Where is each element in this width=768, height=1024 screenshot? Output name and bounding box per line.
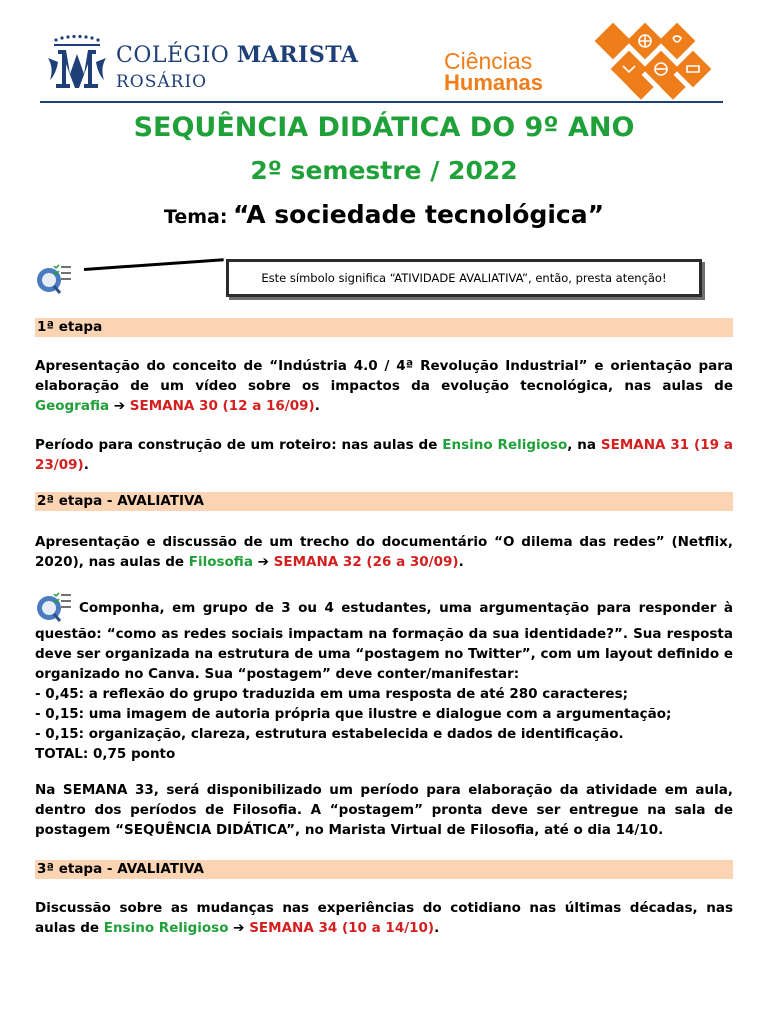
area-logo: [442, 20, 742, 102]
stage-3-heading: 3ª etapa - AVALIATIVA: [35, 860, 733, 879]
humanities-diamond-icon: [570, 20, 740, 102]
area-name-line2: Humanas: [444, 70, 544, 95]
legend-box: Este símbolo significa “ATIVIDADE AVALIATIVA”, então, presta atenção!: [226, 259, 702, 297]
assessment-icon: [35, 262, 73, 296]
stage-1-heading: 1ª etapa: [35, 318, 733, 337]
criteria-item: - 0,45: a reflexão do grupo traduzida em uma resposta de até 280 caracteres;: [35, 686, 629, 702]
theme-line: [0, 200, 768, 229]
stage-2-paragraph-3: Na SEMANA 33, será disponibilizado um período para elaboração da atividade em aula, dentro dos períodos de Filosofia. A “postagem” pronta deve ser entregue na sala de postagem “SEQUÊNCIA DIDÁTICA”, no Marista Virtual de Filosofia, até o dia 14/10.: [35, 782, 733, 838]
total-score: TOTAL: 0,75 ponto: [35, 746, 176, 762]
stage-1-paragraph-2: Período para construção de um roteiro: nas aulas de Ensino Religioso, na SEMANA 31 (19 a 23/09).: [35, 437, 734, 473]
semester-subtitle: 2º semestre / 2022: [250, 156, 518, 185]
legend-connector: [84, 258, 224, 271]
assessment-icon: [35, 590, 73, 624]
school-name: COLÉGIO MARISTA: [116, 42, 359, 68]
document-title: SEQUÊNCIA DIDÁTICA DO 9º ANO: [133, 112, 635, 143]
school-logo: [46, 34, 376, 94]
stage-3-paragraph-1: Discussão sobre as mudanças nas experiências do cotidiano nas últimas décadas, nas aulas de Ensino Religioso ➔ SEMANA 34 (10 a 14/10).: [35, 900, 733, 936]
school-subtitle: ROSÁRIO: [116, 72, 208, 92]
stage-2-heading: 2ª etapa - AVALIATIVA: [35, 492, 733, 511]
header-divider: [40, 101, 723, 103]
theme-label: Tema:: [163, 206, 228, 228]
stage-2-task: Componha, em grupo de 3 ou 4 estudantes, uma argumentação para responder à questão: “como as redes sociais impactam na formação da sua identidade?”. Sua resposta deve ser organizada na estrutura de uma “postagem no Twitter”, com um layout definido e organizado no Canva. Sua “postagem” deve conter/manifestar: - 0,45: a reflexão do grupo traduzida em uma resposta de até 280 caracteres; - 0,15: uma imagem de autoria própria que ilustre e dialogue com a argumentação; - 0,15: organização, clareza, estrutura estabelecida e dados de identificação. TOTAL: 0,75 ponto: [35, 590, 733, 764]
criteria-item: - 0,15: organização, clareza, estrutura estabelecida e dados de identificação.: [35, 726, 624, 742]
stage-1-paragraph-1: Apresentação do conceito de “Indústria 4.0 / 4ª Revolução Industrial” e orientação para elaboração de um vídeo sobre os impactos da evolução tecnológica, nas aulas de Geografia ➔ SEMANA 30 (12 a 16/09).: [35, 358, 733, 414]
stage-2-paragraph-1: Apresentação e discussão de um trecho do documentário “O dilema das redes” (Netflix, 2020), nas aulas de Filosofia ➔ SEMANA 32 (26 a 30/09).: [35, 534, 733, 570]
criteria-item: - 0,15: uma imagem de autoria própria que ilustre e dialogue com a argumentação;: [35, 706, 672, 722]
marista-seal-icon: [46, 34, 108, 94]
theme-value: “A sociedade tecnológica”: [233, 200, 605, 229]
area-name-line1: Ciências: [444, 48, 533, 74]
